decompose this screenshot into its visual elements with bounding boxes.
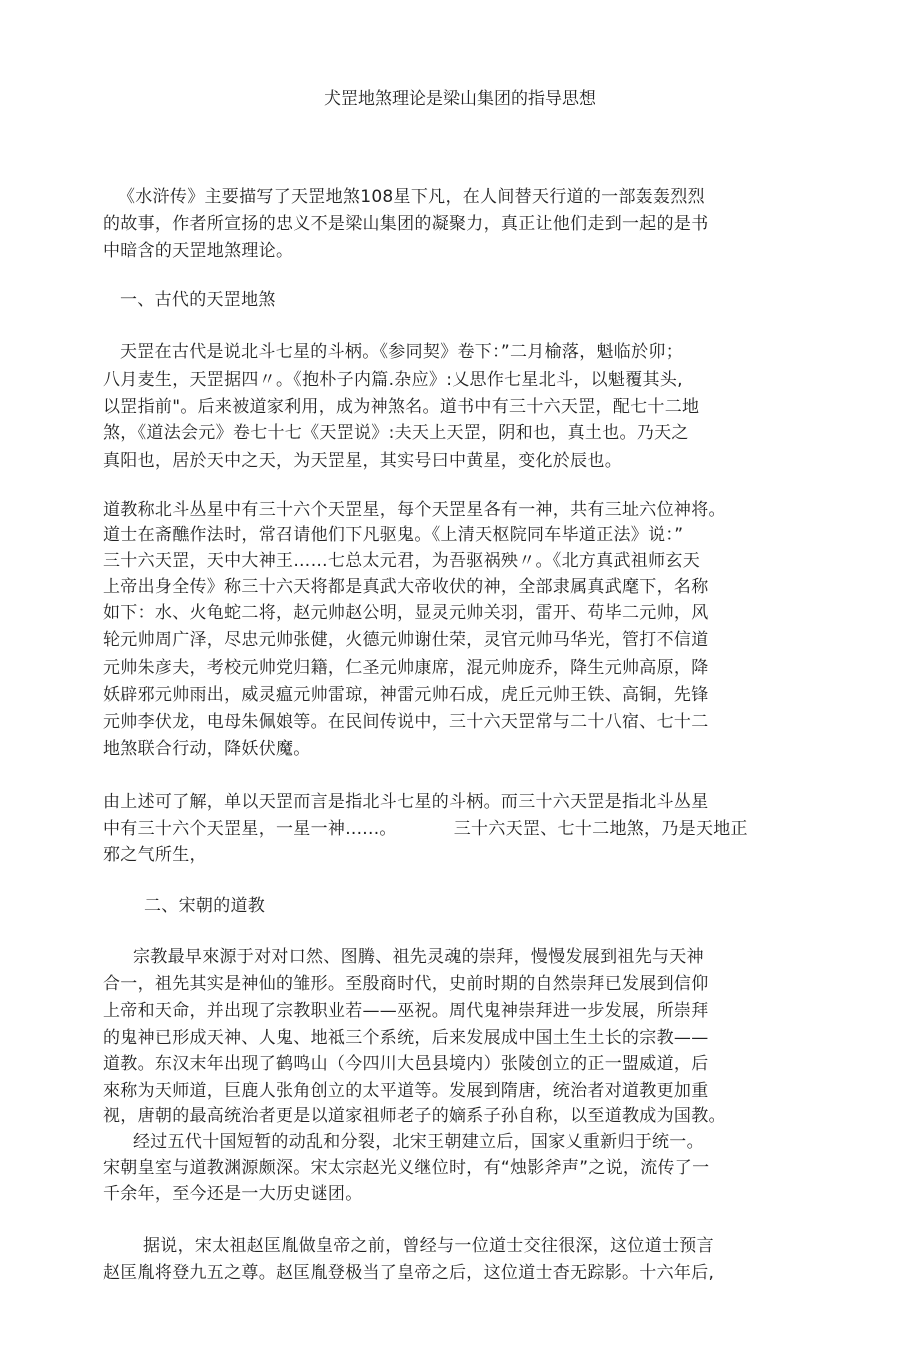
paragraph-line: 上帝和天命，并出现了宗教职业若——巫祝。周代鬼神崇拜进一步发展，所崇拜 — [103, 1001, 709, 1021]
paragraph-line: 八月麦生，天罡据四〃。《抱朴子内篇.杂应》:乂思作七星北斗，以魁覆其头, — [103, 370, 683, 390]
section-heading: 二、宋朝的道教 — [144, 896, 266, 916]
paragraph-line: 道士在斋醮作法时，常召请他们下凡驱鬼。《上清天枢院同车毕道正法》说：” — [103, 525, 684, 545]
paragraph-line: 道教称北斗丛星中有三十六个天罡星，每个天罡星各有一神，共有三址六位神将。 — [103, 500, 726, 520]
paragraph-line: 中暗含的天罡地煞理论。 — [103, 241, 294, 261]
paragraph-line: 中有三十六个天罡星，一星一神......。 三十六天罡、七十二地煞，乃是天地正 — [103, 819, 748, 839]
paragraph-line: 的故事，作者所宣扬的忠义不是梁山集团的凝聚力，真正让他们走到一起的是书 — [103, 214, 709, 234]
paragraph-line: 元帅李伏龙，电母朱佩娘等。在民间传说中，三十六天罡常与二十八宿、七十二 — [103, 712, 709, 732]
paragraph-line: 來称为天师道，巨鹿人张角创立的太平道等。发展到隋唐，统治者对道教更加重 — [103, 1081, 709, 1101]
paragraph-line: 经过五代十国短暂的动乱和分裂，北宋王朝建立后，国家乂重新归于统一。 — [133, 1132, 704, 1152]
document-title: 犬罡地煞理论是梁山集团的指导思想 — [324, 89, 596, 109]
paragraph-line: 天罡在古代是说北斗七星的斗柄。《参同契》卷下：”二月榆落，魁临於卯； — [120, 342, 684, 362]
paragraph-line: 三十六天罡，天中大神王……七总太元君，为吾驱祸殃〃。《北方真武祖师玄天 — [103, 551, 700, 571]
paragraph-line: 轮元帅周广泽，尽忠元帅张健，火德元帅谢仕荣，灵官元帅马华光，管打不信道 — [103, 630, 709, 650]
paragraph-line: 千余年，至今还是一大历史谜团。 — [103, 1184, 363, 1204]
paragraph-line: 宗教最早來源于对对口然、图腾、祖先灵魂的崇拜，慢慢发展到祖先与天神 — [133, 947, 704, 967]
paragraph-line: 真阳也，居於天中之天，为天罡星，其实号曰中黄星，变化於辰也。 — [103, 451, 622, 471]
paragraph-line: 道教。东汉末年出现了鹤鸣山（今四川大邑县境内）张陵创立的正一盟威道，后 — [103, 1054, 709, 1074]
paragraph-line: 煞，《道法会元》卷七十七《天罡说》:夫天上天罡，阴和也，真土也。乃天之 — [103, 423, 689, 443]
paragraph-line: 上帝出身全传》称三十六天将都是真武大帝收伏的神，全部隶属真武麾下，名称 — [103, 577, 709, 597]
paragraph-line: 邪之气所生， — [103, 845, 207, 865]
paragraph-line: 妖辟邪元帅雨出，威灵瘟元帅雷琼，神雷元帅石成，虎丘元帅王铁、高铜，先锋 — [103, 685, 709, 705]
paragraph-line: 赵匡胤将登九五之尊。赵匡胤登极当了皇帝之后，这位道士杳无踪影。十六年后, — [103, 1263, 715, 1283]
paragraph-line: 如下：水、火龟蛇二将，赵元帅赵公明，显灵元帅关羽，雷开、苟毕二元帅，风 — [103, 603, 709, 623]
paragraph-line: 由上述可了解，单以天罡而言是指北斗七星的斗柄。而三十六天罡是指北斗丛星 — [103, 792, 709, 812]
paragraph-line: 合一，祖先其实是神仙的雏形。至殷商时代，史前时期的自然崇拜已发展到信仰 — [103, 974, 709, 994]
paragraph-line: 元帅朱彦夫，考校元帅党归籍，仁圣元帅康席，混元帅庞乔，降生元帅高原，降 — [103, 658, 709, 678]
paragraph-line: 视，唐朝的最高统治者更是以道家祖师老子的嫡系子孙自称，以至道教成为国教。 — [103, 1106, 726, 1126]
paragraph-line: 宋朝皇室与道教渊源颇深。宋太宗赵光义继位时，有“烛影斧声”之说，流传了一 — [103, 1158, 710, 1178]
paragraph-line: 《水浒传》主要描写了天罡地煞108星下凡，在人间替天行道的一部轰轰烈烈 — [118, 187, 705, 207]
paragraph-line: 据说，宋太祖赵匡胤做皇帝之前，曾经与一位道士交往很深，这位道士预言 — [143, 1236, 714, 1256]
paragraph-line: 的鬼神已形成天神、人鬼、地祗三个系统，后来发展成中国土生土长的宗教—— — [103, 1028, 709, 1048]
section-heading: 一、古代的天罡地煞 — [120, 290, 276, 310]
paragraph-line: 地煞联合行动，降妖伏魔。 — [103, 739, 311, 759]
paragraph-line: 以罡指前"。后来被道家利用，成为神煞名。道书中有三十六天罡，配七十二地 — [103, 397, 700, 417]
